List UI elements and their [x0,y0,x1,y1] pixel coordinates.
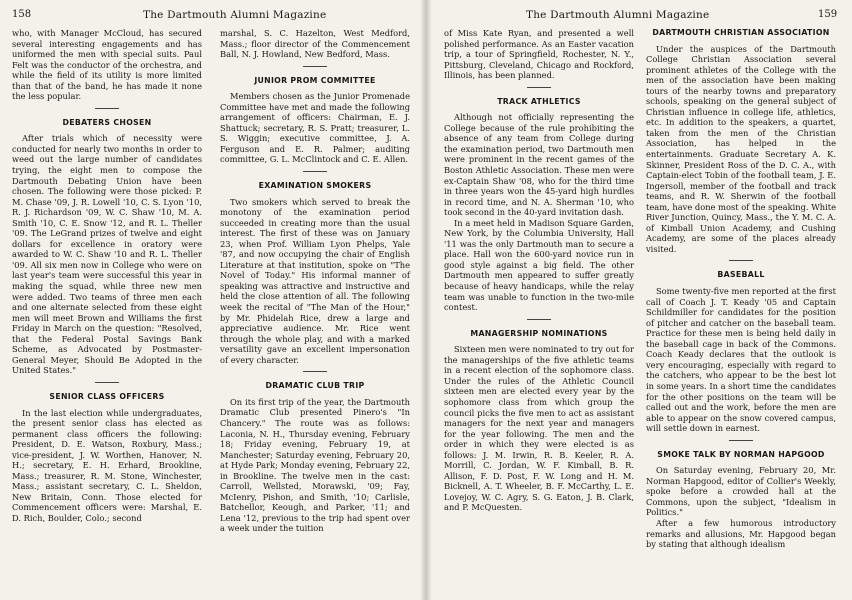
divider [527,319,551,320]
article-paragraph: Under the auspices of the Dartmouth College Christian Association several prominent athletes of the College with the men of the association have been making tours of the nearby towns and preparatory schools, speaking on the general subject of Christian influence in college life, athletics, etc. In addition to the speakers, a quartet, taken from the men of the Christian Association, has helped in the entertainments. Graduate Secretary A. K. Skinner, President Ross of the D. C. A., with Captain-elect Tobin of the football team, J. E. Ingersoll, member of the football and track teams, and R. W. Sherwin of the football team, have done most of the speaking. White River Junction, Quincy, Mass., the Y. M. C. A. of Kimball Union Academy, and Cushing Academy, are some of the places already visited. [646,43,836,254]
book-gutter [420,0,432,600]
section-heading: BASEBALL [717,270,765,280]
article-paragraph: Two smokers which served to break the monotony of the examination period succeeded in creating more than the usual interest. The first of these was on January 23, when Prof. William Lyon Phelps, Yale '87, and now occupying the chair of English Literature at that institution, spoke on "The Novel of Today." His informal manner of speaking was attractive and instructive and held the close attention of all. The following week the recital of "The Man of the Hour," by Mr. Phidelah Rice, drew a large and appreciative audience. Mr. Rice went through the whole play, and with a marked versatility gave an excellent impersonation of every character. [220,196,410,365]
section-heading: SENIOR CLASS OFFICERS [49,391,165,401]
divider [303,371,327,372]
section-heading: DARTMOUTH CHRISTIAN ASSOCIATION [652,28,830,37]
article-paragraph: Although not officially representing the College because of the rule prohibiting the absence of any team from College during the examination period, two Dartmouth men were prominent in the recent games of the Boston Athletic Association. These men were ex-Captain Shaw '08, who for the third time in three years won the 45-yard high hurdles in record time, and N. A. Sherman '10, who took second in the 40-yard invitation dash. [444,112,634,218]
right-column-2 [646,28,836,550]
article-paragraph: After trials which of necessity were conducted for nearly two months in order to weed out the large number of candidates trying, the eight men to compose the Dartmouth Debating Union have been chosen. The following were those picked: P. M. Chase '09, J. R. Lowell '10, C. S. Lyon '10, R. J. Richardson '09, W. C. Shaw '10, M. A. Smith '10, C. E. Snow '12, and R. L. Theller '09. The LeGrand prizes of twelve and eight dollars for excellence in oratory were awarded to W. C. Shaw '10 and R. L. Theller '09. All six men now in College who were on last year's team were successful this year in making the squad, while three new men were added. Two teams of three men each and one alternate selected from these eight men will meet Brown and Williams the first Friday in March on the question: "Resolved, that the Federal Postal Savings Bank Scheme, as Advocated by Postmaster-General Meyer, Should Be Adopted in the United States." [12,133,202,376]
section-heading: DEBATERS CHOSEN [62,117,152,127]
section-heading: MANAGERSHIP NOMINATIONS [470,328,608,338]
divider [729,440,753,441]
article-paragraph: In a meet held in Madison Square Garden, New York, by the Columbia University, Hall '11 was the only Dartmouth man to secure a place. Hall won the 600-yard novice run in good style against a big field. The other Dartmouth men appeared to suffer greatly because of heavy handicaps, while the relay team was unable to function in the two-mile contest. [444,217,634,313]
right-page [426,0,852,600]
section-heading: JUNIOR PROM COMMITTEE [254,75,376,85]
divider [95,108,119,109]
section-heading: TRACK ATHLETICS [497,96,581,106]
section-heading: EXAMINATION SMOKERS [258,181,372,191]
left-column-1 [12,28,202,524]
article-paragraph: In the last election while undergraduates, the present senior class has elected as permanent class officers the following: President, D. E. Watson, Roxbury, Mass.; vice-president, J. W. Worthen, Hanover, N. H.; secretary, E. H. Erhard, Brookline, Mass.; treasurer, R. M. Stone, Winchester, Mass.; assistant secretary, C. L. Sheldon, New Britain, Conn. Those elected for Commencement officers were: Marshal, E. D. Rich, Boulder, Colo.; second [12,407,202,523]
article-paragraph: On Saturday evening, February 20, Mr. Norman Hapgood, editor of Collier's Weekly, spoke before a crowded hall at the Commons, upon the subject, "Idealism in Politics." [646,465,836,518]
article-paragraph: marshal, S. C. Hazelton, West Medford, Mass.; floor director of the Commencement Ball, N. J. Howland, New Bedford, Mass. [220,28,410,60]
article-paragraph: Members chosen as the Junior Promenade Committee have met and made the following arrangement of officers: Chairman, E. J. Shattuck; secretary, R. S. Pratt; treasurer, L. S. Wiggin; executive committee, J. A. Ferguson and E. R. Palmer; auditing committee, G. L. McClintock and C. E. Allen. [220,91,410,165]
article-paragraph: Sixteen men were nominated to try out for the managerships of the five athletic teams in a recent election of the sophomore class. Under the rules of the Athletic Council sixteen men are elected every year by the sophomore class from which group the council picks the five men to act as assistant managers for the next year and managers for the year following. The men and the order in which they were elected is as follows: J. M. Irwin, R. B. Keeler, R. A. Morrill, C. Jordan, W. F. Kimball, B. R. Allison, F. D. Post, F. W. Long and H. M. Bicknell, A. T. Wheeler, B. F. McCarthy, L. E. Lovejoy, W. C. Agry, S. G. Eaton, J. B. Clark, and P. McQuesten. [444,344,634,513]
article-paragraph: who, with Manager McCloud, has secured several interesting engagements and has uniformed the men with special suits. Paul Felt was the conductor of the orchestra, and while the field of its utility is more limited than that of the band, he has made it none the less popular. [12,28,202,102]
right-column-1 [444,28,634,513]
article-paragraph: Some twenty-five men reported at the first call of Coach J. T. Keady '05 and Captain Schildmiller for candidates for the position of pitcher and catcher on the baseball team. Practice for these men is being held daily in the baseball cage in back of the Commons. Coach Keady declares that the outlook is very encouraging, especially with regard to the catchers, who appear to be the best lot in some years. In a short time the candidates for the other positions on the team will be called out and the work, before the men are able to appear on the snow covered campus, will settle down in earnest. [646,286,837,434]
page-number: 158 [12,9,32,20]
divider [303,171,327,172]
left-column-2 [220,28,410,534]
divider [729,260,753,261]
page-number: 159 [818,9,838,20]
article-paragraph: On its first trip of the year, the Dartmouth Dramatic Club presented Pinero's "In Chancery." The route was as follows: Laconia, N. H., Thursday evening, February 18; Friday evening, February 19, at Manchester; Saturday evening, February 20, at Hyde Park; Monday evening, February 22, in Brookline. The twelve men in the cast: Carroll, Wellsted, Morawski, '09; Fay, McIenry, Pishon, and Smith, '10; Carlisle, Batchellor, Keough, and Parker, '11; and Lena '12, previous to the trip had spent over a week under the tuition [220,396,410,534]
divider [527,87,551,88]
article-paragraph: of Miss Kate Ryan, and presented a well polished performance. As an Easter vacation trip, a tour of Springfield, Rochester, N. Y., Pittsburg, Cleveland, Chicago and Rockford, Illinois, has been planned. [444,28,634,81]
running-head: The Dartmouth Alumni Magazine [143,9,327,21]
running-head: The Dartmouth Alumni Magazine [526,9,710,21]
article-paragraph: After a few humorous introductory remarks and allusions, Mr. Hapgood began by stating that although idealism [646,517,836,550]
section-heading: SMOKE TALK BY NORMAN HAPGOOD [657,449,825,459]
divider [95,382,119,383]
section-heading: DRAMATIC CLUB TRIP [265,381,365,391]
divider [303,66,327,67]
